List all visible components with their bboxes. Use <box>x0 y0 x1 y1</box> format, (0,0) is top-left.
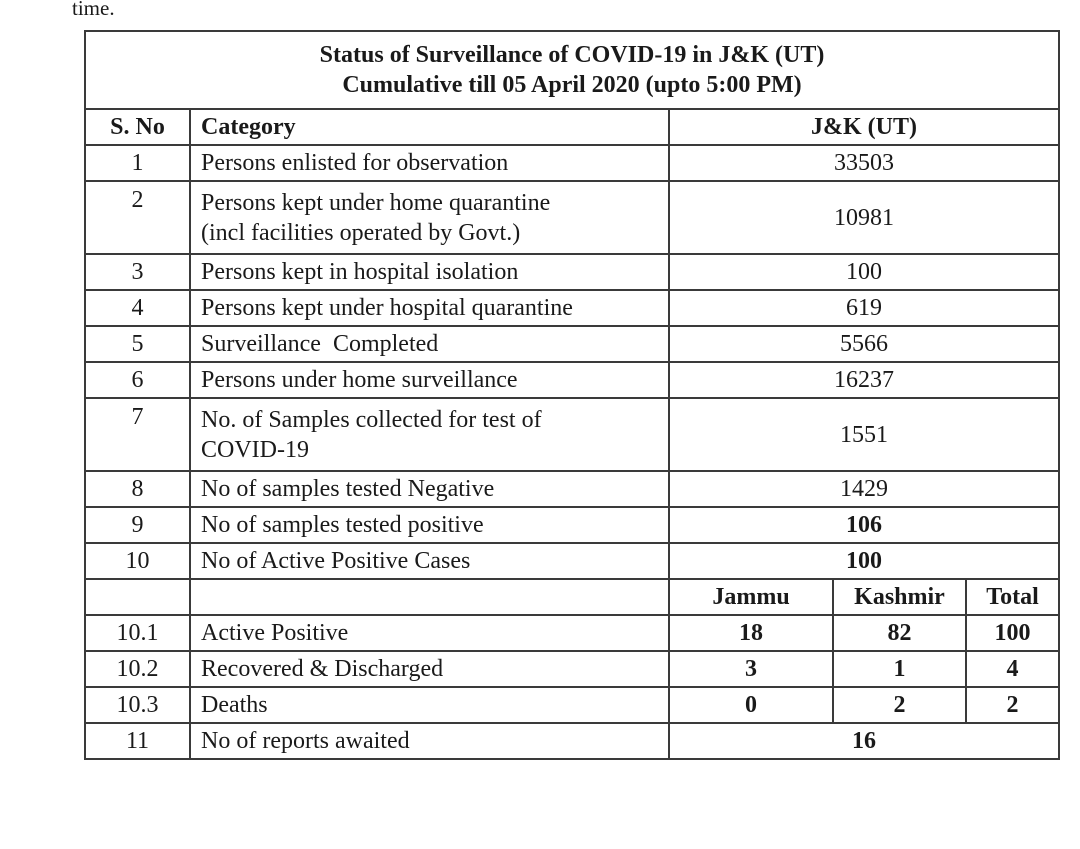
row-sno: 10.3 <box>85 687 190 723</box>
table-row <box>85 723 1059 759</box>
row-kashmir-value: 1 <box>833 651 966 687</box>
row-category-line-1: No. of Samples collected for test of <box>201 406 542 433</box>
row-total-value: 2 <box>966 687 1059 723</box>
header-kashmir: Kashmir <box>833 579 966 615</box>
row-value: 100 <box>669 543 1059 579</box>
row-category-line-1: Persons kept under home quarantine <box>201 189 551 216</box>
row-value: 5566 <box>669 326 1059 362</box>
row-value: 16 <box>669 723 1059 759</box>
row-category <box>190 181 669 254</box>
empty-cell <box>190 579 669 615</box>
row-value: 33503 <box>669 145 1059 181</box>
row-value: 619 <box>669 290 1059 326</box>
row-category: Surveillance Completed <box>190 326 669 362</box>
row-total-value: 100 <box>966 615 1059 651</box>
header-total: Total <box>966 579 1059 615</box>
table-row <box>85 326 1059 362</box>
empty-cell <box>85 579 190 615</box>
row-value: 1551 <box>669 398 1059 471</box>
row-category: Persons under home surveillance <box>190 362 669 398</box>
row-category: Recovered & Discharged <box>190 651 669 687</box>
table-row <box>85 507 1059 543</box>
title-line-2: Cumulative till 05 April 2020 (upto 5:00 PM) <box>342 72 802 98</box>
header-jk-ut: J&K (UT) <box>669 109 1059 145</box>
table-row <box>85 181 1059 254</box>
header-row <box>85 109 1059 145</box>
cutoff-previous-text: time. <box>72 0 115 20</box>
row-value: 1429 <box>669 471 1059 507</box>
table-row <box>85 290 1059 326</box>
table-row <box>85 615 1059 651</box>
row-sno: 11 <box>85 723 190 759</box>
row-category: No of Active Positive Cases <box>190 543 669 579</box>
row-category: No of reports awaited <box>190 723 669 759</box>
row-kashmir-value: 2 <box>833 687 966 723</box>
row-sno: 4 <box>85 290 190 326</box>
row-jammu-value: 18 <box>669 615 833 651</box>
header-jammu: Jammu <box>669 579 833 615</box>
row-category: No of samples tested Negative <box>190 471 669 507</box>
header-category: Category <box>190 109 669 145</box>
row-sno: 2 <box>85 181 190 254</box>
row-sno: 3 <box>85 254 190 290</box>
row-value: 106 <box>669 507 1059 543</box>
row-category <box>190 398 669 471</box>
row-sno: 6 <box>85 362 190 398</box>
row-category-line-2: (incl facilities operated by Govt.) <box>201 219 521 246</box>
covid-surveillance-table <box>84 30 1060 760</box>
table-row <box>85 687 1059 723</box>
row-category-line-2: COVID-19 <box>201 436 309 463</box>
title-line-1: Status of Surveillance of COVID-19 in J&K (UT) <box>319 42 825 68</box>
table-row <box>85 651 1059 687</box>
table-title <box>85 31 1059 109</box>
row-value: 10981 <box>669 181 1059 254</box>
table-row <box>85 145 1059 181</box>
table-row <box>85 543 1059 579</box>
row-sno: 7 <box>85 398 190 471</box>
row-category: Deaths <box>190 687 669 723</box>
row-sno: 8 <box>85 471 190 507</box>
row-sno: 10.1 <box>85 615 190 651</box>
row-value: 100 <box>669 254 1059 290</box>
row-value: 16237 <box>669 362 1059 398</box>
row-category: No of samples tested positive <box>190 507 669 543</box>
row-sno: 1 <box>85 145 190 181</box>
row-sno: 5 <box>85 326 190 362</box>
row-jammu-value: 3 <box>669 651 833 687</box>
row-sno: 9 <box>85 507 190 543</box>
split-header-row <box>85 579 1059 615</box>
table-row <box>85 471 1059 507</box>
header-sno: S. No <box>85 109 190 145</box>
table-row <box>85 362 1059 398</box>
row-category: Persons kept in hospital isolation <box>190 254 669 290</box>
row-jammu-value: 0 <box>669 687 833 723</box>
row-category: Persons enlisted for observation <box>190 145 669 181</box>
table-row <box>85 398 1059 471</box>
row-category: Active Positive <box>190 615 669 651</box>
table-title-row <box>85 31 1059 109</box>
row-kashmir-value: 82 <box>833 615 966 651</box>
table-row <box>85 254 1059 290</box>
row-sno: 10.2 <box>85 651 190 687</box>
row-sno: 10 <box>85 543 190 579</box>
row-category: Persons kept under hospital quarantine <box>190 290 669 326</box>
row-total-value: 4 <box>966 651 1059 687</box>
